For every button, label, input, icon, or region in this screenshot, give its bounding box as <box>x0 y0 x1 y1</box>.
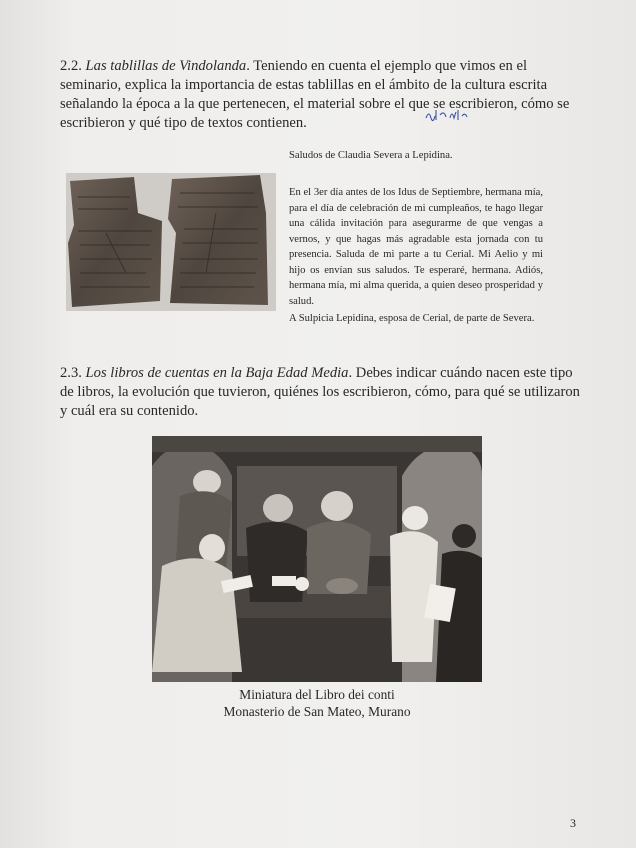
question-2-2 <box>60 57 580 133</box>
question-2-3 <box>60 364 580 421</box>
question-text: . Teniendo en cuenta el ejemplo que vimos en el seminario, explica la importancia de estas tablillas en el ámbito de la cultura escrita señalando la época a la que pertenecen, el material sobre el que se escribieron, cómo se escribieron y qué tipo de textos contienen. <box>60 58 570 131</box>
question-title: Los libros de cuentas en la Baja Edad Media <box>85 365 349 381</box>
caption-line-2: Monasterio de San Mateo, Murano <box>223 704 411 719</box>
question-number: 2.2. <box>60 58 82 74</box>
question-title: Las tablillas de Vindolanda <box>85 58 247 74</box>
vindolanda-tablets-image <box>66 173 276 311</box>
handwritten-annotation <box>424 106 470 124</box>
image-caption <box>152 686 482 720</box>
letter-footer: A Sulpicia Lepidina, esposa de Cerial, de parte de Severa. <box>289 313 535 324</box>
letter-body: En el 3er día antes de los Idus de Septiembre, hermana mía, para el día de celebración de mi cumpleaños, te hago llegar una cálida invitación para asegurarme de que vengas a vernos, y que hagas más agradable esta jornada con tu presencia. Saluda de mi parte a tu Cerial. Mi Aelio y mi hijo os envían sus saludos. Te esperaré, hermana. Adiós, hermana mía, mi alma querida, a quien deseo prosperidad y salud. <box>289 187 543 307</box>
medieval-miniature-image <box>152 436 482 682</box>
question-text: . Debes indicar cuándo nacen este tipo de libros, la evolución que tuvieron, quiénes los escribieron, cómo, para qué se utilizaron y cuál era su contenido. <box>60 365 580 419</box>
question-number: 2.3. <box>60 365 82 381</box>
letter-title: Saludos de Claudia Severa a Lepidina. <box>289 150 453 161</box>
page-number: 3 <box>570 816 576 830</box>
caption-line-1: Miniatura del Libro dei conti <box>239 687 395 702</box>
